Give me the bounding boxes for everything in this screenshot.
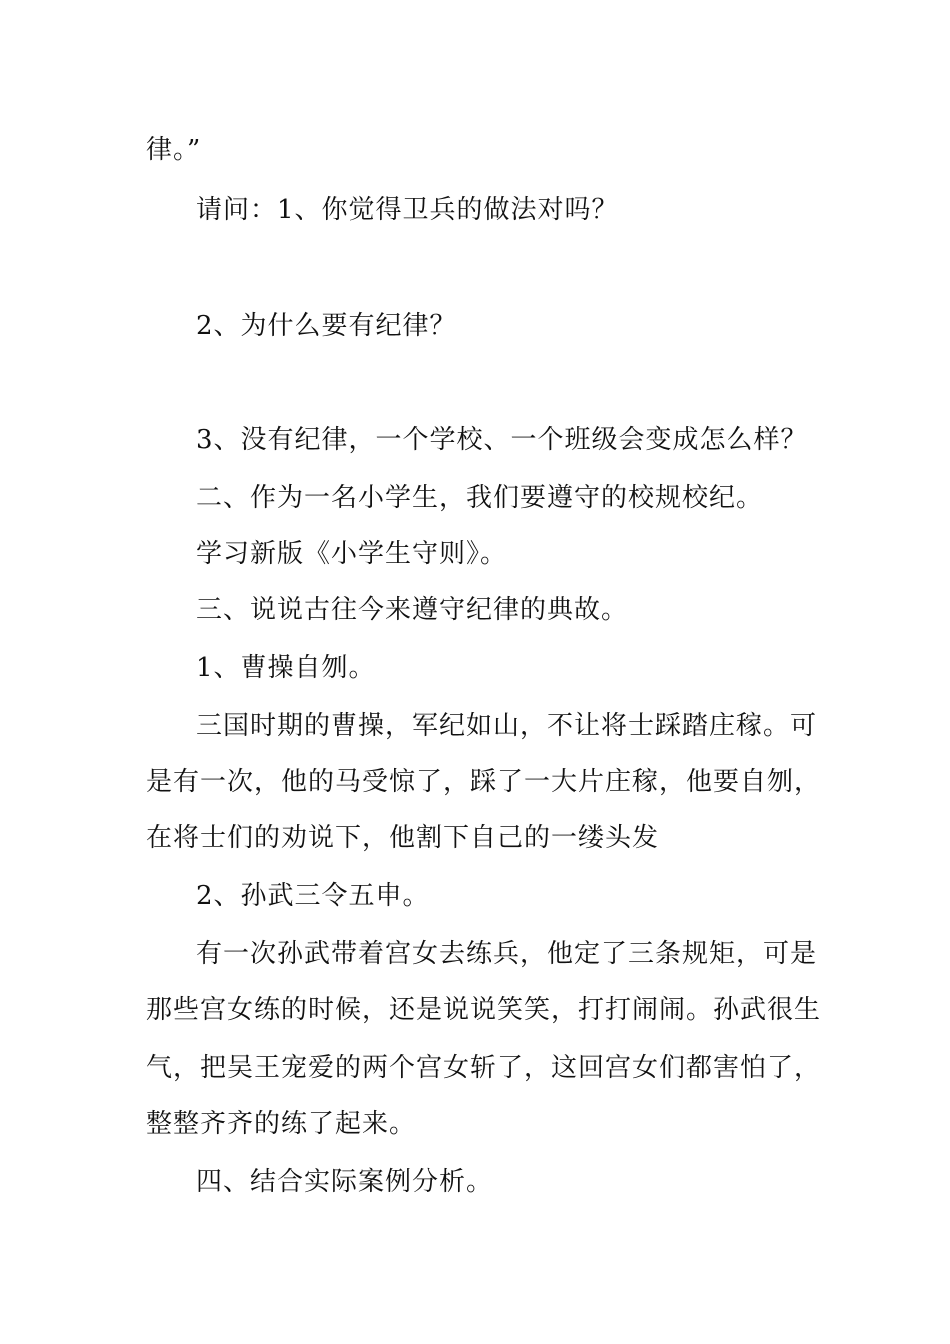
story-1-paragraph-line: 在将士们的劝说下，他割下自己的一缕头发	[146, 823, 660, 853]
story-1-paragraph-line: 三国时期的曹操，军纪如山，不让将士踩踏庄稼。可	[196, 711, 818, 741]
story-2-title: 2、孙武三令五申。	[196, 881, 430, 911]
section-4-heading: 四、结合实际案例分析。	[196, 1167, 494, 1197]
question-heading: 请问：1、你觉得卫兵的做法对吗？	[196, 195, 619, 225]
text-line-continuation: 律。”	[146, 135, 202, 165]
story-2-paragraph-line: 那些宫女练的时候，还是说说笑笑，打打闹闹。孙武很生	[146, 995, 822, 1025]
story-1-paragraph-line: 是有一次，他的马受惊了，踩了一大片庄稼，他要自刎，	[146, 767, 822, 797]
story-2-paragraph-line: 气，把吴王宠爱的两个宫女斩了，这回宫女们都害怕了，	[146, 1053, 822, 1083]
story-1-title: 1、曹操自刎。	[196, 653, 376, 683]
section-3-heading: 三、说说古往今来遵守纪律的典故。	[196, 595, 629, 625]
section-2-heading: 二、作为一名小学生，我们要遵守的校规校纪。	[196, 483, 764, 513]
question-3: 3、没有纪律，一个学校、一个班级会变成怎么样？	[196, 425, 808, 455]
story-2-paragraph-line: 整整齐齐的练了起来。	[146, 1109, 417, 1139]
study-rules-line: 学习新版《小学生守则》。	[196, 539, 508, 569]
story-2-paragraph-line: 有一次孙武带着宫女去练兵，他定了三条规矩，可是	[196, 939, 818, 969]
question-2: 2、为什么要有纪律？	[196, 311, 457, 341]
